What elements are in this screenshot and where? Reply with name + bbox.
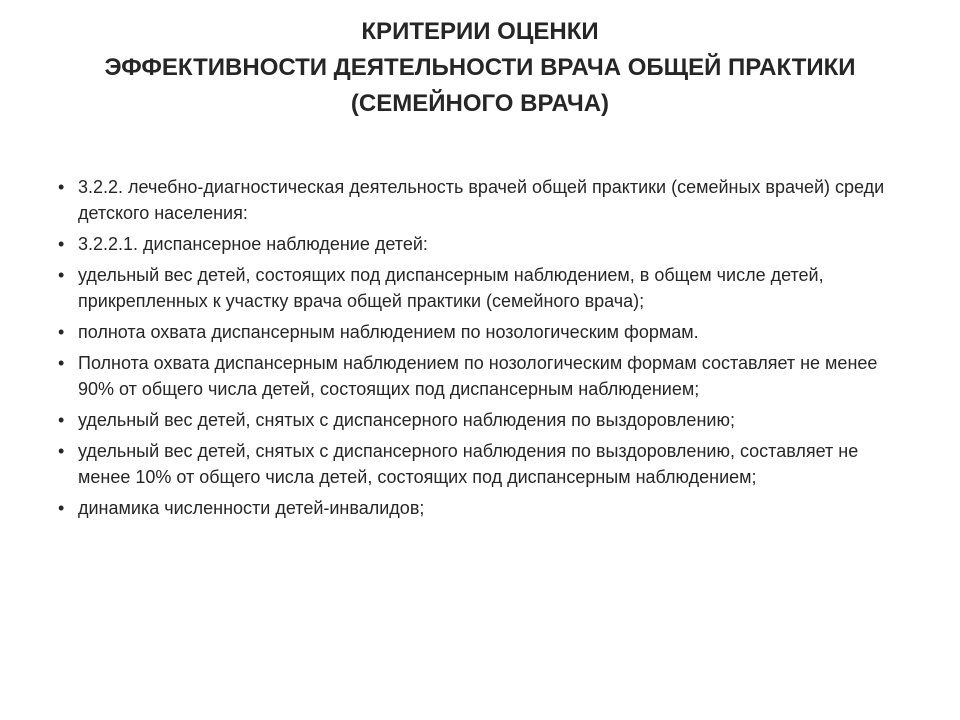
bullet-icon: •: [58, 322, 65, 342]
list-item-text: удельный вес детей, снятых с диспансерного наблюдения по выздоровлению, составляет не менее 10% от общего числа детей, состоящих под диспансерным наблюдением;: [78, 441, 859, 487]
title-line-3: (СЕМЕЙНОГО ВРАЧА): [350, 90, 610, 117]
bullet-icon: •: [58, 410, 65, 430]
bullet-icon: •: [58, 498, 65, 518]
bullet-icon: •: [58, 441, 65, 461]
list-item-text: удельный вес детей, состоящих под диспансерным наблюдением, в общем числе детей, прикрепленных к участку врача общей практики (семейного врача);: [78, 265, 824, 311]
list-item-text: Полнота охвата диспансерным наблюдением по нозологическим формам составляет не менее 90% от общего числа детей, состоящих под диспансерным наблюдением;: [78, 353, 878, 399]
list-item: [58, 319, 910, 345]
list-item-text: полнота охвата диспансерным наблюдением по нозологическим формам.: [78, 322, 699, 342]
list-item-text: 3.2.2.1. диспансерное наблюдение детей:: [78, 234, 428, 254]
list-item-text: 3.2.2. лечебно-диагностическая деятельность врачей общей практики (семейных врачей) среди детского населения:: [78, 177, 885, 223]
slide-title: [40, 14, 920, 122]
title-line-2: ЭФФЕКТИВНОСТИ ДЕЯТЕЛЬНОСТИ ВРАЧА ОБЩЕЙ ПРАКТИКИ: [104, 54, 856, 81]
bullet-icon: •: [58, 265, 65, 285]
list-item: [58, 495, 910, 521]
list-item: [58, 231, 910, 257]
list-item: [58, 407, 910, 433]
bullet-icon: •: [58, 234, 65, 254]
list-item: [58, 174, 910, 226]
bullet-icon: •: [58, 353, 65, 373]
list-item: [58, 350, 910, 402]
bullet-list: [58, 174, 910, 526]
list-item: [58, 262, 910, 314]
list-item-text: удельный вес детей, снятых с диспансерного наблюдения по выздоровлению;: [78, 410, 735, 430]
list-item-text: динамика численности детей-инвалидов;: [78, 498, 425, 518]
bullet-icon: •: [58, 177, 65, 197]
title-line-1: КРИТЕРИИ ОЦЕНКИ: [361, 18, 599, 45]
list-item: [58, 438, 910, 490]
